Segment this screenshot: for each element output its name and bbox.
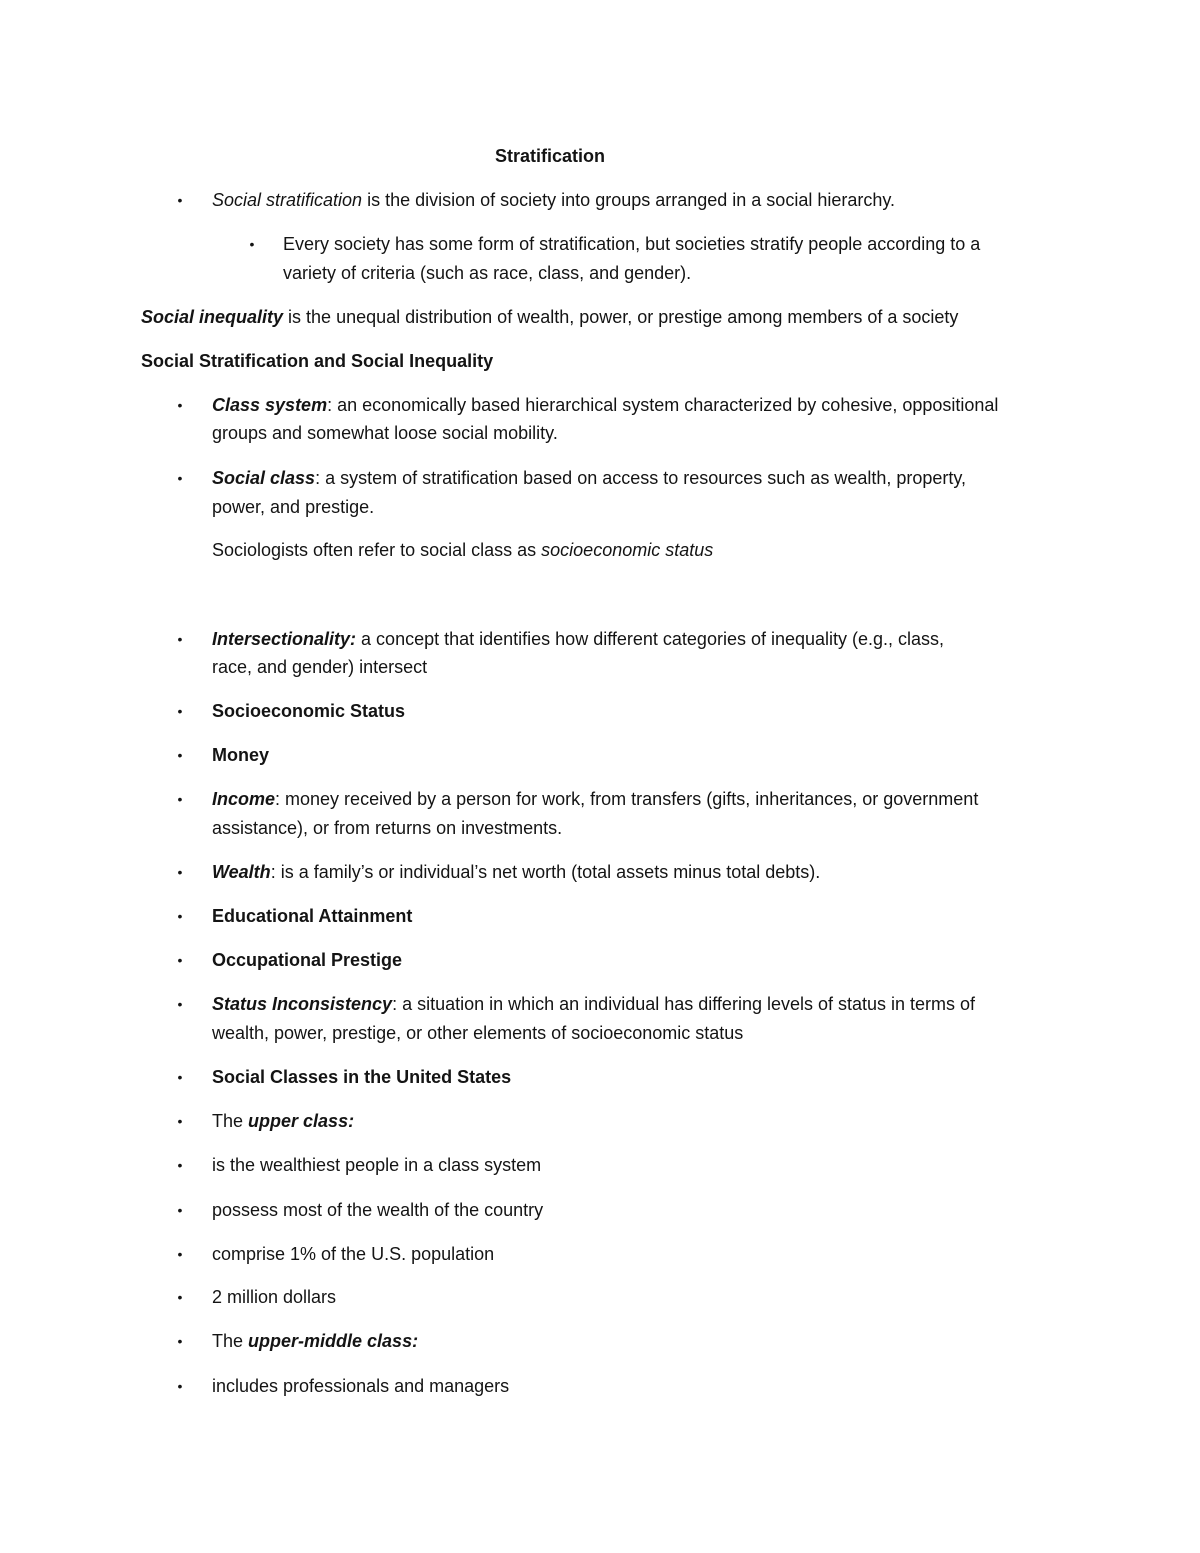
list-item xyxy=(212,788,978,810)
heading-term: Educational Attainment xyxy=(212,906,413,926)
list-item: 2 million dollars xyxy=(212,1287,337,1307)
bullet-icon xyxy=(175,700,185,722)
bullet-icon xyxy=(175,993,185,1015)
term: Intersectionality: xyxy=(212,629,357,649)
term: Social inequality xyxy=(141,307,284,327)
page-title: Stratification xyxy=(494,146,605,166)
term: Social class xyxy=(212,468,316,488)
bullet-icon xyxy=(175,1286,185,1308)
definition: : is a family’s or individual’s net worth (total assets minus total debts). xyxy=(270,862,821,882)
term: Class system xyxy=(212,395,328,415)
list-item xyxy=(212,1110,354,1132)
definition: is the unequal distribution of wealth, power, or prestige among members of a society xyxy=(283,307,959,327)
list-item xyxy=(212,861,820,883)
bullet-icon xyxy=(175,905,185,927)
bullet-icon xyxy=(175,394,185,416)
term: Status Inconsistency xyxy=(212,994,393,1014)
bullet-icon xyxy=(175,467,185,489)
bullet-icon xyxy=(175,1110,185,1132)
list-item xyxy=(212,993,975,1015)
definition: : money received by a person for work, from transfers (gifts, inheritances, or government xyxy=(275,789,979,809)
section-heading-text: Social Stratification and Social Inequality xyxy=(141,351,494,371)
bullet-icon xyxy=(175,189,185,211)
definition: : a system of stratification based on access to resources such as wealth, property, xyxy=(315,468,967,488)
list-item-continuation: groups and somewhat loose social mobility. xyxy=(212,423,558,443)
list-item xyxy=(212,744,269,766)
term: upper-middle class: xyxy=(248,1331,419,1351)
list-item xyxy=(212,467,966,489)
bullet-icon xyxy=(175,628,185,650)
note-term: socioeconomic status xyxy=(541,540,714,560)
bullet-icon xyxy=(175,1199,185,1221)
list-item: includes professionals and managers xyxy=(212,1376,510,1396)
note-paragraph xyxy=(212,539,713,561)
list-item: possess most of the wealth of the country xyxy=(212,1200,544,1220)
section-heading xyxy=(141,350,493,372)
bullet-icon xyxy=(175,744,185,766)
term: Social stratification xyxy=(212,190,363,210)
bullet-icon xyxy=(175,1375,185,1397)
note-text: Sociologists often refer to social class as xyxy=(212,540,542,560)
bullet-icon xyxy=(175,1330,185,1352)
list-item: is the wealthiest people in a class system xyxy=(212,1155,542,1175)
list-item xyxy=(212,949,402,971)
definition: a concept that identifies how different categories of inequality (e.g., class, xyxy=(356,629,945,649)
list-item: comprise 1% of the U.S. population xyxy=(212,1244,495,1264)
bullet-icon xyxy=(175,788,185,810)
list-item-continuation: assistance), or from returns on investments. xyxy=(212,818,563,838)
paragraph xyxy=(141,306,958,328)
prefix-text: The xyxy=(212,1331,249,1351)
bullet-icon xyxy=(175,949,185,971)
list-item xyxy=(212,189,895,211)
definition: : an economically based hierarchical system characterized by cohesive, oppositional xyxy=(327,395,999,415)
bullet-icon xyxy=(175,1243,185,1265)
sub-list-item-continuation: variety of criteria (such as race, class, and gender). xyxy=(283,263,692,283)
list-item-continuation: power, and prestige. xyxy=(212,497,375,517)
list-item-continuation: race, and gender) intersect xyxy=(212,657,428,677)
heading-term: Occupational Prestige xyxy=(212,950,403,970)
bullet-icon xyxy=(175,1066,185,1088)
prefix-text: The xyxy=(212,1111,249,1131)
sub-list-item: Every society has some form of stratification, but societies stratify people according to a xyxy=(283,234,981,254)
bullet-icon xyxy=(247,233,257,255)
term: Income xyxy=(212,789,276,809)
term: Wealth xyxy=(212,862,271,882)
term: upper class: xyxy=(248,1111,355,1131)
list-item xyxy=(212,394,998,416)
bullet-icon xyxy=(175,1154,185,1176)
list-item xyxy=(212,1330,418,1352)
list-item xyxy=(212,1066,511,1088)
definition: : a situation in which an individual has differing levels of status in terms of xyxy=(392,994,976,1014)
heading-term: Social Classes in the United States xyxy=(212,1067,512,1087)
list-item xyxy=(212,628,944,650)
list-item xyxy=(212,700,405,722)
heading-term: Money xyxy=(212,745,270,765)
definition: is the division of society into groups arranged in a social hierarchy. xyxy=(362,190,896,210)
list-item xyxy=(212,905,412,927)
list-item-continuation: wealth, power, prestige, or other elements of socioeconomic status xyxy=(212,1023,744,1043)
bullet-icon xyxy=(175,861,185,883)
heading-term: Socioeconomic Status xyxy=(212,701,406,721)
